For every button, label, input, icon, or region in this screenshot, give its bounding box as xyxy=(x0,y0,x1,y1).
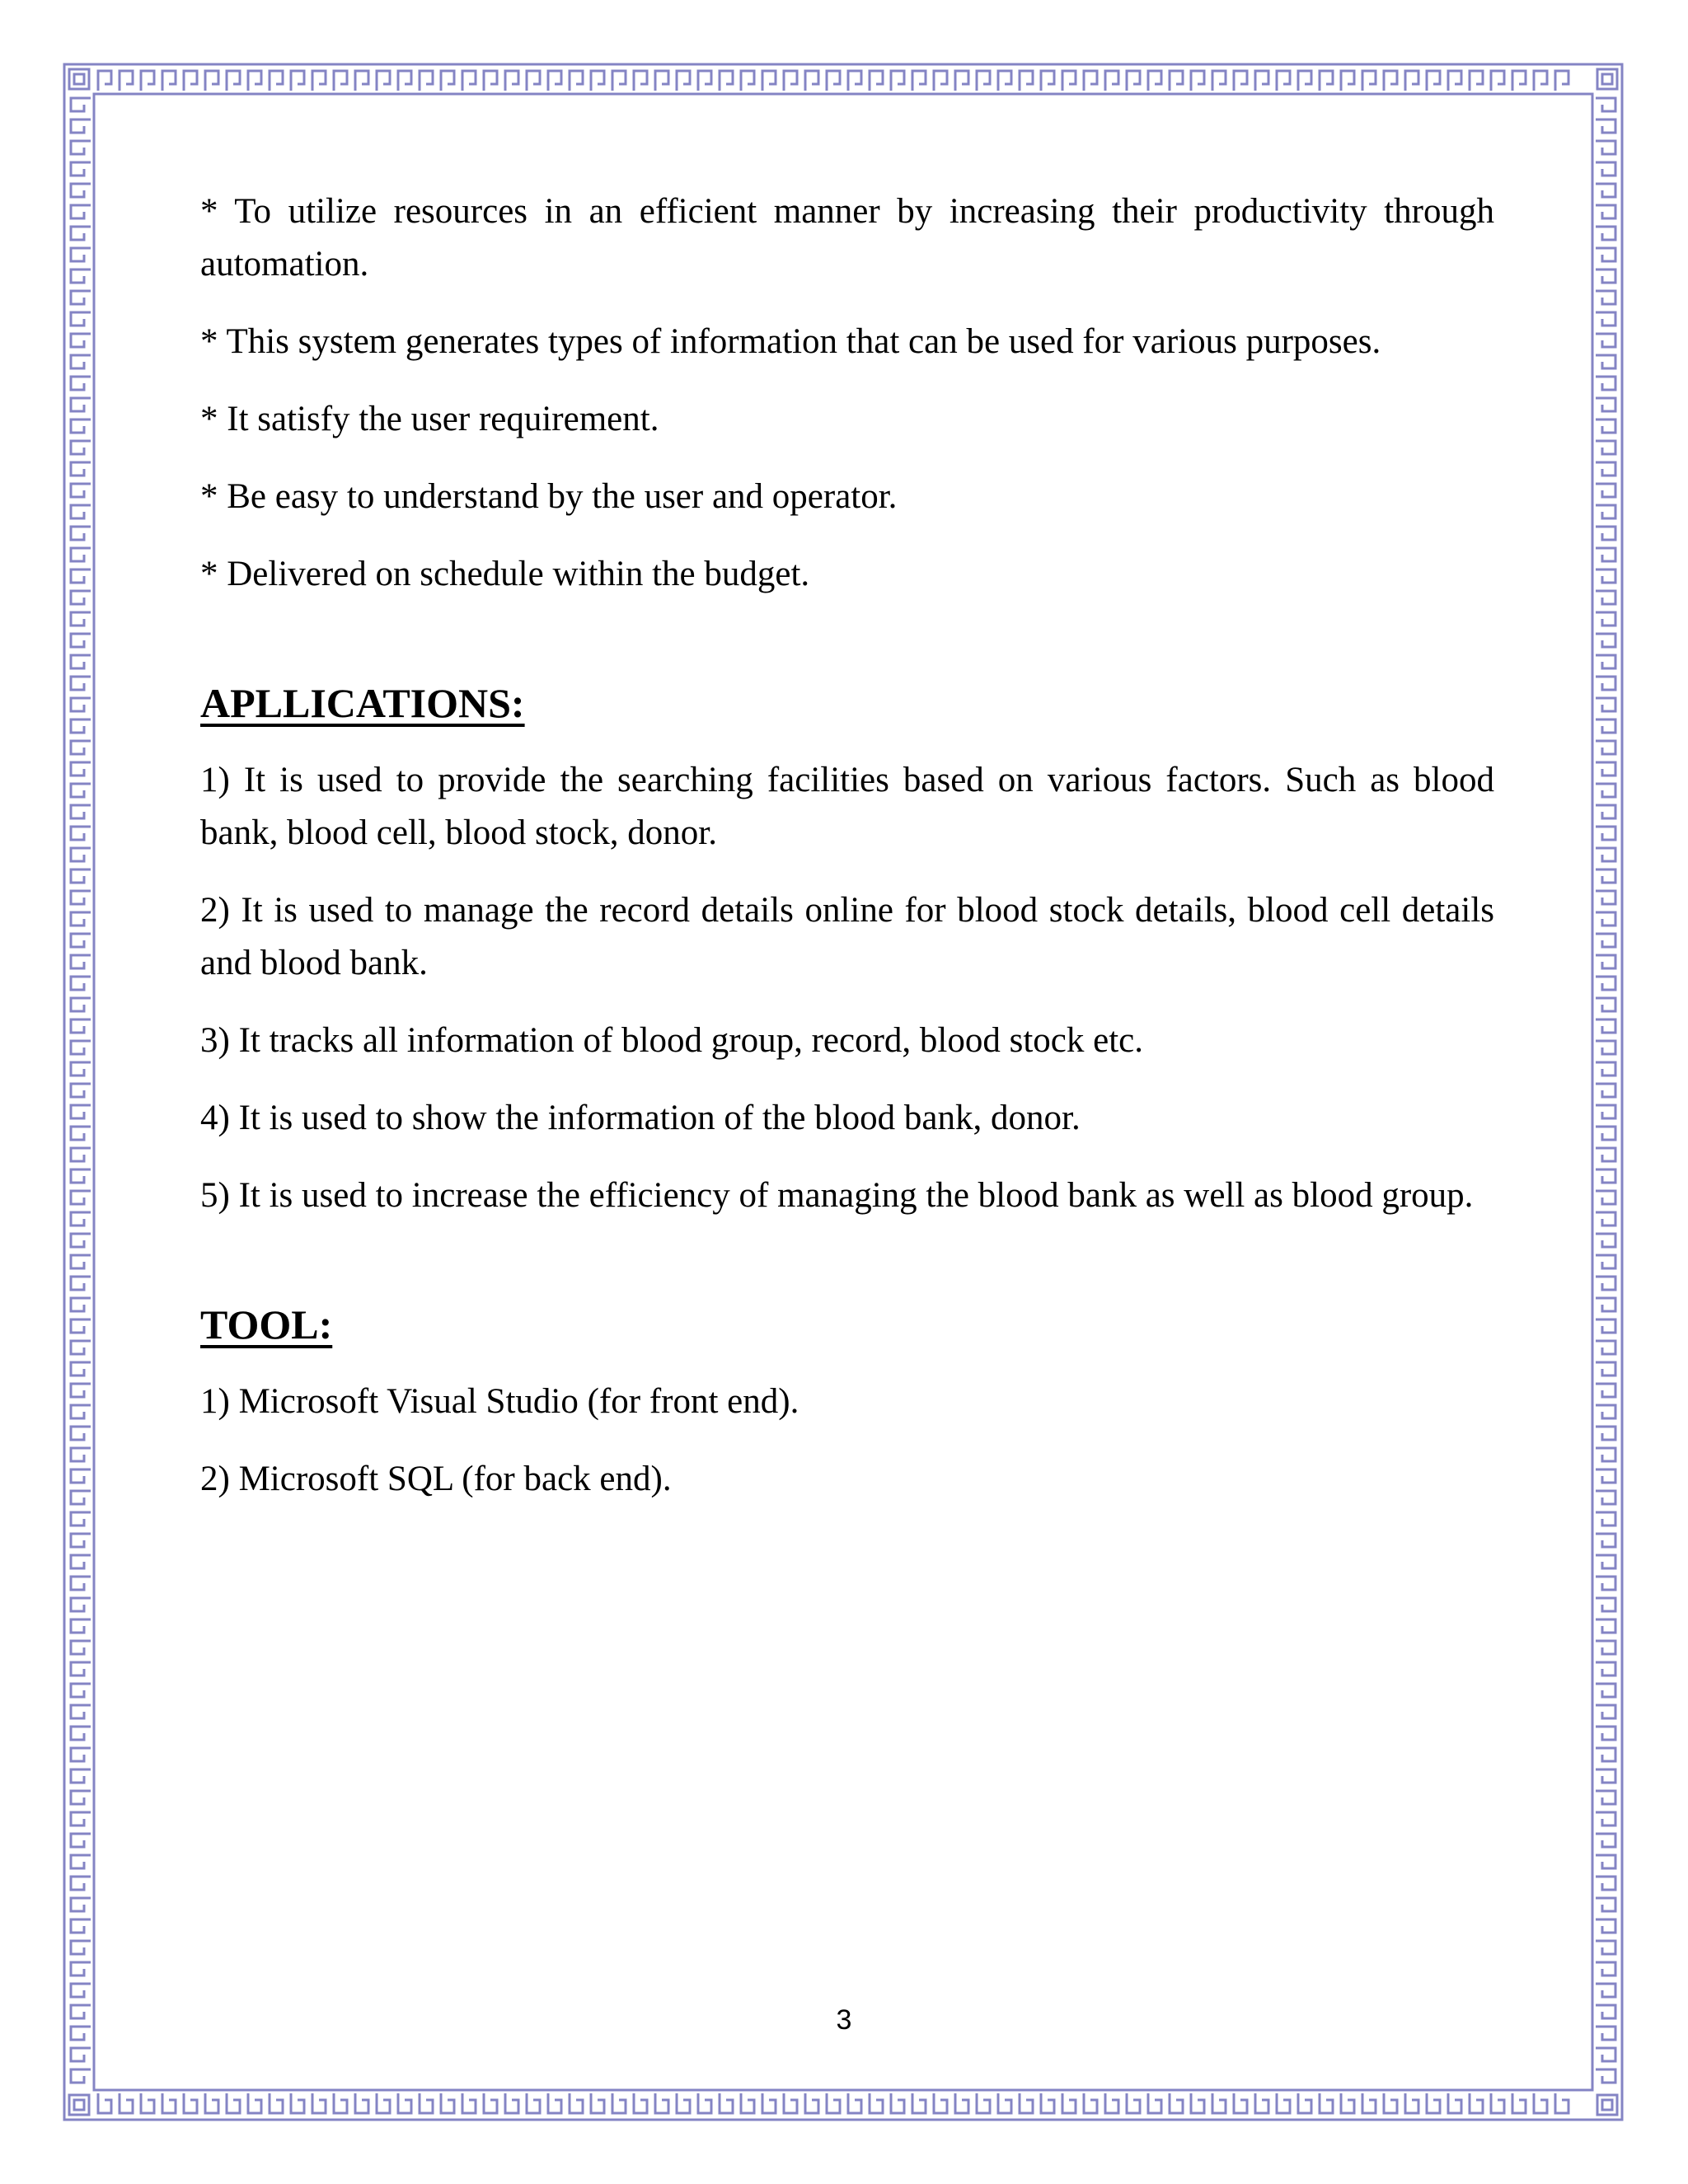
application-item: 5) It is used to increase the efficiency of managing the blood bank as well as blood group. xyxy=(200,1176,1474,1215)
applications-heading: APLLICATIONS: xyxy=(200,680,525,726)
application-item: 4) It is used to show the information of the blood bank, donor. xyxy=(200,1099,1081,1137)
application-item: 3) It tracks all information of blood group, record, blood stock etc. xyxy=(200,1021,1143,1060)
tool-item: 2) Microsoft SQL (for back end). xyxy=(200,1460,672,1498)
application-item: 1) It is used to provide the searching facilities based on various factors. Such as blood bank, blood cell, blood stock, donor. xyxy=(200,761,1494,852)
intro-item: * This system generates types of information that can be used for various purposes. xyxy=(200,322,1381,361)
application-item: 2) It is used to manage the record details online for blood stock details, blood cell details and blood bank. xyxy=(200,891,1494,982)
page-content xyxy=(200,185,1494,1530)
intro-item: * Delivered on schedule within the budget. xyxy=(200,555,810,593)
intro-item: * To utilize resources in an efficient manner by increasing their productivity through automation. xyxy=(200,192,1494,284)
intro-item: * It satisfy the user requirement. xyxy=(200,400,659,438)
page-number: 3 xyxy=(836,2004,852,2036)
tool-heading: TOOL: xyxy=(200,1301,333,1347)
intro-item: * Be easy to understand by the user and operator. xyxy=(200,477,898,516)
tool-item: 1) Microsoft Visual Studio (for front end). xyxy=(200,1382,799,1421)
